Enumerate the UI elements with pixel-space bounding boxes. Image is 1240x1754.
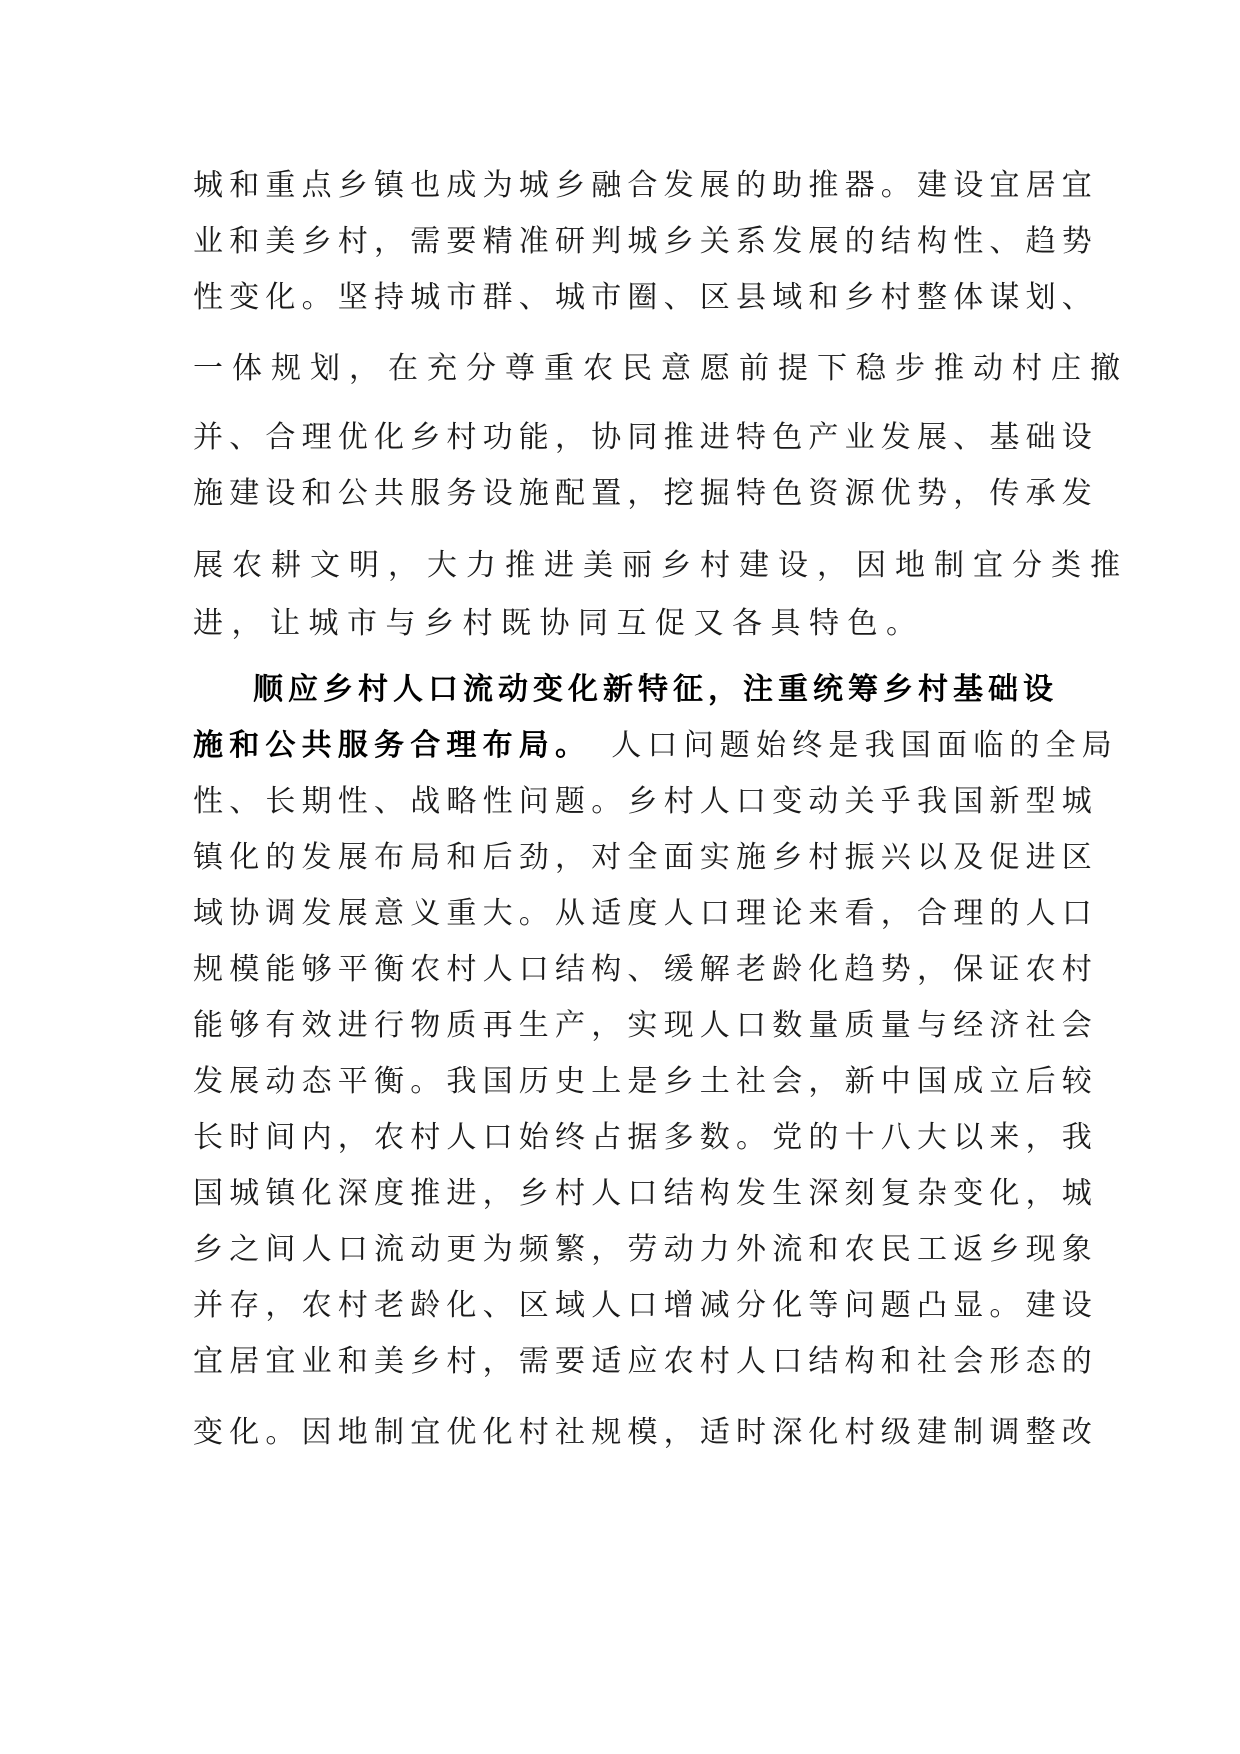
paragraph-line: 国城镇化深度推进，乡村人口结构发生深刻复杂变化，城 <box>193 1176 1098 1211</box>
paragraph-line: 发展动态平衡。我国历史上是乡土社会，新中国成立后较 <box>193 1064 1098 1099</box>
paragraph-line: 施建设和公共服务设施配置，挖掘特色资源优势，传承发 <box>193 476 1098 511</box>
paragraph-line: 进，让城市与乡村既协同互促又各具特色。 <box>193 606 925 641</box>
paragraph-text: 人口问题始终是我国面临的全局 <box>611 728 1119 763</box>
section-heading-end: 施和公共服务合理布局。 <box>193 728 592 763</box>
paragraph-line: 性、长期性、战略性问题。乡村人口变动关乎我国新型城 <box>193 784 1098 819</box>
paragraph-line: 长时间内，农村人口始终占据多数。党的十八大以来，我 <box>193 1120 1098 1155</box>
paragraph-line: 展农耕文明，大力推进美丽乡村建设，因地制宜分类推 <box>193 548 1129 583</box>
paragraph-line <box>193 726 1118 766</box>
paragraph-line: 一体规划，在充分尊重农民意愿前提下稳步推动村庄撤 <box>193 351 1129 386</box>
paragraph-line: 业和美乡村，需要精准研判城乡关系发展的结构性、趋势 <box>193 224 1098 259</box>
paragraph-line: 并、合理优化乡村功能，协同推进特色产业发展、基础设 <box>193 420 1098 455</box>
paragraph-line: 镇化的发展布局和后劲，对全面实施乡村振兴以及促进区 <box>193 840 1098 875</box>
paragraph-line: 能够有效进行物质再生产，实现人口数量质量与经济社会 <box>193 1008 1098 1043</box>
section-heading: 顺应乡村人口流动变化新特征，注重统筹乡村基础设 <box>253 672 1058 707</box>
paragraph-line: 域协调发展意义重大。从适度人口理论来看，合理的人口 <box>193 896 1098 931</box>
paragraph-line: 并存，农村老龄化、区域人口增减分化等问题凸显。建设 <box>193 1288 1098 1323</box>
paragraph-line: 规模能够平衡农村人口结构、缓解老龄化趋势，保证农村 <box>193 952 1098 987</box>
paragraph-line: 性变化。坚持城市群、城市圈、区县域和乡村整体谋划、 <box>193 280 1098 315</box>
paragraph-line: 乡之间人口流动更为频繁，劳动力外流和农民工返乡现象 <box>193 1232 1098 1267</box>
paragraph-line: 城和重点乡镇也成为城乡融合发展的助推器。建设宜居宜 <box>193 168 1098 203</box>
paragraph-line: 宜居宜业和美乡村，需要适应农村人口结构和社会形态的 <box>193 1344 1098 1379</box>
paragraph-line: 变化。因地制宜优化村社规模，适时深化村级建制调整改 <box>193 1415 1098 1450</box>
